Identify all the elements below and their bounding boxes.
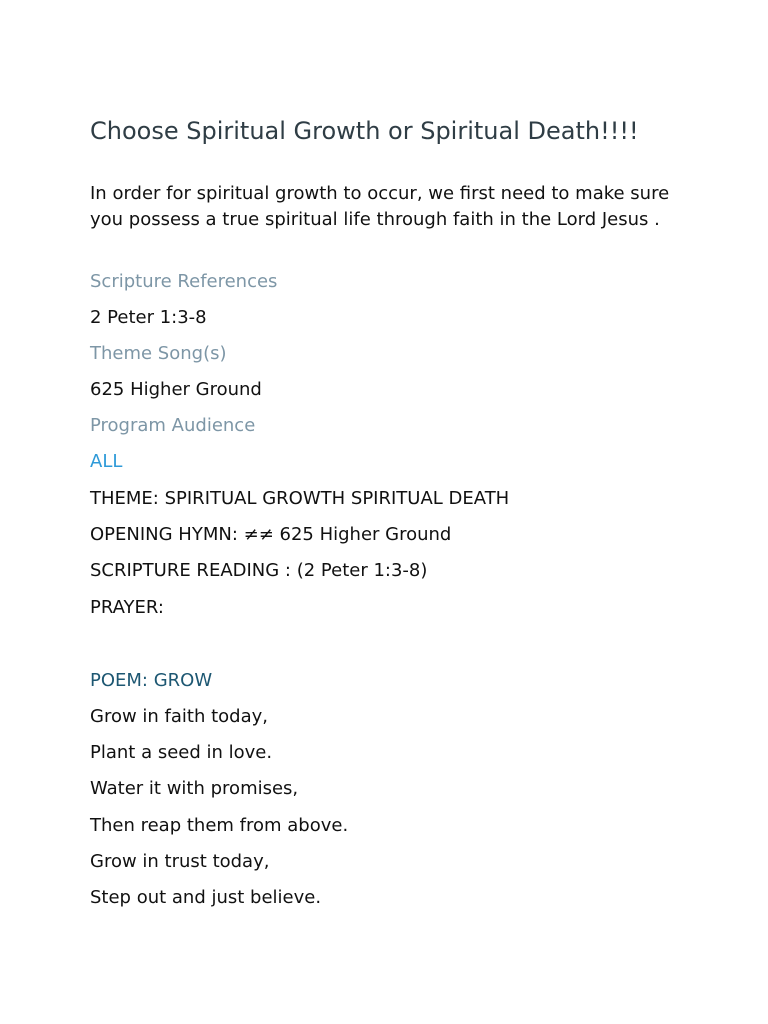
document-title: Choose Spiritual Growth or Spiritual Death!!!! — [90, 117, 639, 145]
scripture-reading-line: SCRIPTURE READING : (2 Peter 1:3-8) — [90, 560, 428, 581]
theme-songs-value: 625 Higher Ground — [90, 379, 262, 400]
intro-paragraph: In order for spiritual growth to occur, we first need to make sure you possess a true spiritual life through faith in the Lord Jesus . — [90, 183, 670, 230]
theme-songs-label: Theme Song(s) — [90, 343, 227, 364]
scripture-references-label: Scripture References — [90, 271, 278, 292]
poem-line: Step out and just believe. — [90, 887, 322, 908]
scripture-references-value: 2 Peter 1:3-8 — [90, 307, 207, 328]
poem-line: Grow in trust today, — [90, 851, 270, 872]
poem-line: Then reap them from above. — [90, 815, 349, 836]
poem-line: Grow in faith today, — [90, 706, 268, 727]
program-audience-label: Program Audience — [90, 415, 256, 436]
program-theme-line: THEME: SPIRITUAL GROWTH SPIRITUAL DEATH — [90, 488, 510, 509]
prayer-line: PRAYER: — [90, 597, 164, 618]
poem-line: Plant a seed in love. — [90, 742, 273, 763]
program-audience-link[interactable]: ALL — [90, 451, 123, 472]
poem-line: Water it with promises, — [90, 778, 299, 799]
poem-title: POEM: GROW — [90, 670, 213, 691]
opening-hymn-line: OPENING HYMN: ≠≠ 625 Higher Ground — [90, 524, 452, 545]
